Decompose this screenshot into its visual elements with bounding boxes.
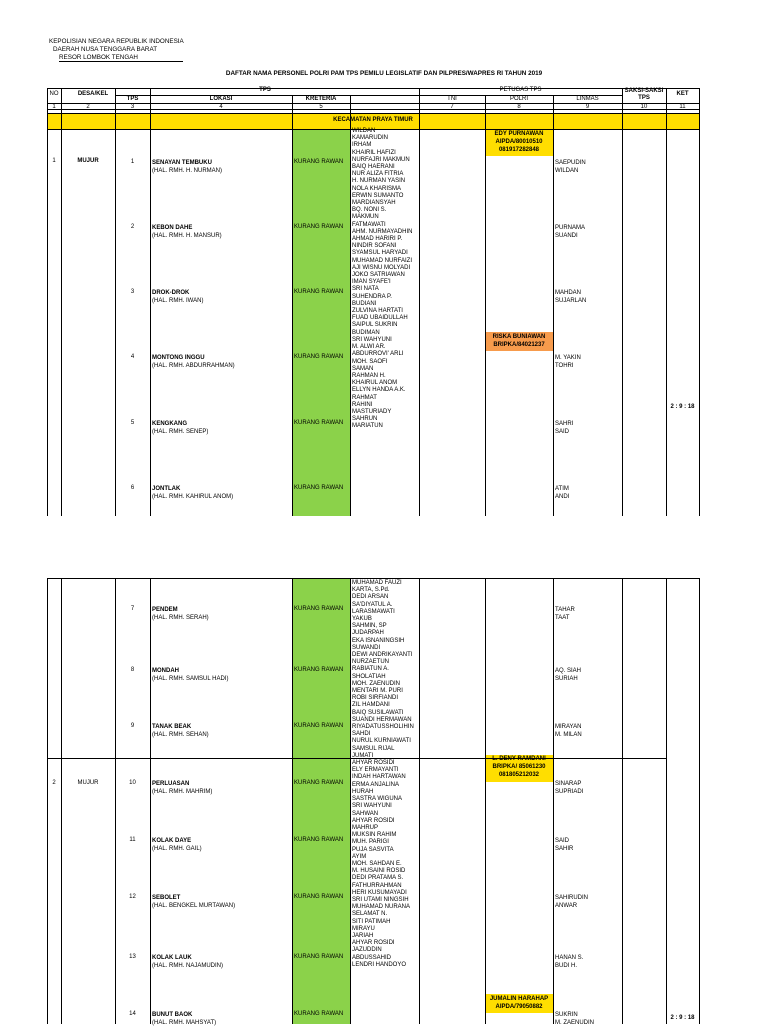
row-tps: 2: [130, 224, 135, 230]
col-header-tps-group: TPS: [259, 87, 271, 93]
linmas-name: M. ZAENUDIN: [555, 1020, 594, 1026]
saksi-name: SELAMAT N.: [352, 911, 388, 918]
row-kreteria: KURANG RAWAN: [294, 485, 344, 491]
saksi-name: MAHRUP: [352, 824, 379, 831]
linmas-name: MIRAYAN: [555, 724, 582, 730]
linmas-name: SUKRIN: [555, 1012, 578, 1018]
polri-phone: 081805212032: [498, 772, 540, 778]
lokasi-name: KOLAK LAUK: [152, 955, 192, 961]
row-desa: MUJUR: [77, 780, 99, 786]
lokasi-address: (HAL. RMH. H. MANSUR): [152, 233, 222, 239]
saksi-name: AJI WISNU MOLYADI: [352, 264, 411, 271]
header-line-3: RESOR LOMBOK TENGAH: [59, 54, 138, 61]
linmas-name: SAHRI: [555, 421, 574, 427]
saksi-name: INDAH HARTAWAN: [352, 774, 406, 781]
saksi-name: MASTURIADY: [352, 408, 392, 415]
lokasi-name: JONTLAK: [152, 486, 181, 492]
polri-id: AIPDA/80010510: [495, 139, 543, 145]
row-lokasi: [152, 606, 209, 622]
saksi-name: MUHAMAD FAUZI: [352, 580, 402, 586]
saksi-name: M. HUSAINI ROSID: [352, 868, 406, 875]
lokasi-address: (HAL. RMH. MAHSYAT): [152, 1020, 217, 1026]
saksi-name: SRI UTAMI NINGSIH: [352, 896, 409, 903]
row-tps: 5: [130, 420, 135, 426]
polri-phone: 081917282848: [498, 147, 540, 153]
row-linmas: [555, 1011, 594, 1027]
saksi-name: JAZUDDIN: [352, 947, 382, 954]
saksi-name: BAIQ SUSILAWATI: [352, 709, 404, 716]
saksi-name: IRHAM: [352, 142, 372, 149]
saksi-name: ROBI SIRFIANDI: [352, 695, 399, 702]
lokasi-name: PERLUASAN: [152, 781, 190, 787]
saksi-name: KAMARUDIN: [352, 135, 389, 142]
lokasi-name: SEBOLET: [152, 895, 181, 901]
col-header-desa: DESA/KEL: [77, 91, 109, 97]
saksi-name: MOH. SAOFI: [352, 358, 388, 365]
row-kreteria: KURANG RAWAN: [294, 289, 344, 295]
col-number: 4: [219, 104, 223, 110]
col-number: 11: [679, 104, 686, 110]
col-header-kreteria: KRETERIA: [305, 96, 337, 102]
saksi-name: LENDRI HANDOYO: [352, 961, 407, 968]
lokasi-address: (HAL. RMH. SERAH): [152, 615, 209, 621]
row-linmas: [555, 159, 586, 175]
saksi-name: MUH. PARIGI: [352, 839, 389, 846]
saksi-name: JUMATI: [352, 752, 374, 759]
col-header-tni: TNI: [447, 96, 457, 102]
saksi-name: SAHWAN: [352, 810, 379, 817]
lokasi-address: (HAL. RMH. H. NURMAN): [152, 168, 222, 174]
saksi-name: ZIL HAMDANI: [352, 702, 390, 709]
saksi-name: MAKMUN: [352, 214, 379, 221]
lokasi-name: BUNUT BAOK: [152, 1012, 193, 1018]
saksi-name: DEWI ANDRIKAYANTI: [352, 652, 413, 659]
saksi-name: IMAN SYAFE'I: [352, 279, 391, 286]
row-kreteria: KURANG RAWAN: [294, 723, 344, 729]
saksi-name: SA'DIYATUL A.: [352, 601, 393, 608]
saksi-name: DEDI ARSAN: [352, 594, 389, 601]
polri-id: BRIPKA/ 85061230: [492, 764, 546, 770]
col-number: 3: [130, 104, 135, 110]
col-header-linmas: LINMAS: [576, 96, 599, 102]
saksi-name: MIRAYU: [352, 925, 375, 932]
row-tps: 1: [130, 159, 135, 165]
table-page-1: [47, 88, 699, 516]
col-header-ket: KET: [676, 91, 689, 97]
lokasi-name: KENGKANG: [152, 421, 188, 427]
saksi-name: FUAD UBAIDULLAH: [352, 315, 408, 322]
saksi-name: AYIM: [352, 853, 367, 860]
header-line-1: KEPOLISIAN NEGARA REPUBLIK INDONESIA: [49, 38, 184, 45]
document-title: DAFTAR NAMA PERSONEL POLRI PAM TPS PEMILU LEGISLATIF DAN PILPRES/WAPRES RI TAHUN 2019: [225, 70, 543, 77]
row-kreteria: KURANG RAWAN: [294, 159, 344, 165]
row-kreteria: KURANG RAWAN: [294, 224, 344, 230]
saksi-name: FATMAWATI: [352, 221, 386, 228]
row-kreteria: KURANG RAWAN: [294, 606, 344, 612]
saksi-name: M. ALWI AR.: [352, 344, 386, 351]
saksi-list: [352, 580, 414, 969]
saksi-name: SASTRA WIGUNA: [352, 796, 403, 803]
saksi-name: YAKUB: [352, 616, 372, 623]
saksi-name: NURFAJRI MAKMUN: [352, 156, 410, 163]
row-lokasi: [152, 780, 212, 796]
saksi-name: MARIATUN: [352, 423, 383, 430]
row-lokasi: [152, 224, 222, 240]
lokasi-address: (HAL. RMH. SEHAN): [152, 732, 209, 738]
kecamatan-label: KECAMATAN PRAYA TIMUR: [333, 117, 413, 123]
linmas-name: ANDI: [555, 494, 570, 500]
lokasi-name: MONDAH: [152, 668, 179, 674]
saksi-name: KHAIRUL ANOM: [352, 380, 398, 387]
row-kreteria: KURANG RAWAN: [294, 954, 344, 960]
lokasi-name: MONTONG INGGU: [152, 355, 205, 361]
row-lokasi: [152, 837, 202, 853]
linmas-name: PURNAMA: [555, 225, 586, 231]
row-kreteria: KURANG RAWAN: [294, 837, 344, 843]
saksi-name: WILDAN: [352, 128, 376, 134]
row-linmas: [555, 420, 573, 436]
saksi-name: ABDUSSAHID: [352, 954, 392, 961]
saksi-name: SAMSUL RIJAL: [352, 745, 395, 752]
polri-id: AIPDA/79050882: [495, 1004, 543, 1010]
linmas-name: WILDAN: [555, 168, 579, 174]
saksi-name: NINDIR SOFANI: [352, 243, 397, 250]
row-kreteria: KURANG RAWAN: [294, 354, 344, 360]
saksi-name: MENTARI M. PURI: [352, 688, 403, 695]
linmas-name: MAHDAN: [555, 290, 582, 296]
saksi-name: LARASMAWATI: [352, 608, 395, 615]
polri-name: RISKA BUNIAWAN: [492, 334, 546, 340]
saksi-name: NOLA KHARISMA: [352, 185, 402, 192]
row-kreteria: KURANG RAWAN: [294, 420, 344, 426]
row-no: 1: [52, 158, 56, 164]
saksi-name: MOH. SAHDAN E.: [352, 860, 402, 867]
row-kreteria: KURANG RAWAN: [294, 780, 344, 786]
saksi-name: SAHDI: [352, 731, 371, 738]
lokasi-name: SENAYAN TEMBUKU: [152, 160, 212, 166]
saksi-name: BAIQ HAERANI: [352, 164, 395, 171]
saksi-name: MUHAMAD NURFAIZI: [352, 257, 412, 264]
saksi-name: SUANDI HERMAWAN: [352, 716, 412, 723]
saksi-name: AHYAR ROSIDI: [352, 760, 395, 767]
saksi-name: NURUL KURNIAWATI: [352, 738, 411, 745]
saksi-name: KARTA, S.Pd.: [352, 587, 390, 594]
row-tps: 9: [130, 723, 135, 729]
saksi-name: RAHMAN H.: [352, 372, 386, 379]
saksi-name: RIYADATUSSHOLIHIN: [352, 724, 414, 731]
lokasi-address: (HAL. RMH. SAMSUL HADI): [152, 676, 229, 682]
row-lokasi: [152, 954, 223, 970]
row-tps: 10: [129, 780, 136, 786]
col-number: 7: [450, 104, 454, 110]
linmas-name: ANWAR: [555, 903, 578, 909]
col-header-no: NO: [49, 91, 59, 97]
saksi-name: EKA ISNANINGSIH: [352, 637, 405, 644]
lokasi-name: DROK-DROK: [152, 290, 190, 296]
linmas-name: M. YAKIN: [555, 355, 581, 361]
polri-name: L. DENY RAMDANI: [492, 756, 546, 762]
ket-value: 2 : 9 : 18: [670, 404, 695, 410]
saksi-name: SRI WAHYUNI: [352, 803, 392, 810]
linmas-name: TOHRI: [555, 363, 574, 369]
saksi-name: MUHAMAD NURANA: [352, 904, 411, 911]
saksi-name: KHAIRIL HAFIZI: [352, 149, 396, 156]
row-linmas: [555, 224, 585, 240]
saksi-name: ZULVINA HARTATI: [352, 308, 403, 315]
lokasi-name: TANAK BEAK: [152, 724, 192, 730]
saksi-name: AHM. NURMAYADHIN: [352, 228, 413, 235]
linmas-name: AQ. SIAH: [555, 668, 582, 674]
row-linmas: [555, 837, 573, 853]
saksi-name: H. NURMAN YASIN: [352, 178, 406, 185]
row-linmas: [555, 289, 586, 305]
col-header-polri: POLRI: [509, 96, 528, 102]
saksi-name: SHOLATIAH: [352, 673, 386, 680]
row-kreteria: KURANG RAWAN: [294, 1011, 344, 1017]
linmas-name: TAHAR: [555, 607, 575, 613]
row-lokasi: [152, 667, 228, 683]
row-desa: MUJUR: [77, 158, 99, 164]
saksi-name: ABDURROVI' ARLI: [352, 351, 404, 358]
kreteria-fill: [292, 129, 350, 516]
saksi-name: SAIPUL SUKRIN: [352, 322, 398, 329]
col-number: 5: [319, 104, 323, 110]
linmas-name: SUANDI: [555, 233, 578, 239]
linmas-name: SURIAH: [555, 676, 578, 682]
lokasi-address: (HAL. RMH. ABDURRAHMAN): [152, 363, 235, 369]
lokasi-address: (HAL. RMH. IWAN): [152, 298, 204, 304]
saksi-name: RAHINI: [352, 401, 373, 408]
row-lokasi: [152, 1011, 216, 1027]
row-tps: 8: [130, 667, 135, 673]
saksi-name: SYAMSUL HARYADI: [352, 250, 408, 257]
polri-officer: [485, 130, 553, 154]
linmas-name: BUDI H.: [555, 963, 578, 969]
linmas-name: SAHIR: [555, 846, 574, 852]
saksi-name: BUDIMAN: [352, 329, 380, 336]
saksi-name: JARIAH: [352, 932, 374, 939]
row-kreteria: KURANG RAWAN: [294, 667, 344, 673]
linmas-name: HANAN S.: [555, 955, 584, 961]
col-number: 10: [640, 104, 648, 110]
linmas-name: SINARAP: [555, 781, 582, 787]
saksi-name: SUWANDI: [352, 644, 381, 651]
lokasi-address: (HAL. RMH. NAJAMUDIN): [152, 963, 224, 969]
linmas-name: SAID: [555, 429, 570, 435]
saksi-name: MUKSIN RAHIM: [352, 832, 397, 839]
saksi-name: AHYAR ROSIDI: [352, 940, 395, 947]
lokasi-address: (HAL. BENGKEL MURTAWAN): [152, 903, 236, 909]
header-block: [49, 38, 184, 62]
saksi-name: SAMAN: [352, 365, 374, 372]
row-linmas: [555, 354, 581, 370]
row-lokasi: [152, 420, 208, 436]
saksi-name: SRI WAHYUNI: [352, 336, 392, 343]
linmas-name: ATIM: [555, 486, 569, 492]
row-lokasi: [152, 485, 233, 501]
linmas-name: TAAT: [555, 615, 570, 621]
lokasi-name: PENDEM: [152, 607, 178, 613]
saksi-name: JUDARPAH: [352, 630, 384, 637]
row-linmas: [555, 723, 582, 739]
saksi-name: HURAH: [352, 788, 374, 795]
saksi-name: HERI KUSUMAYADI: [352, 889, 407, 896]
col-header-lokasi: LOKASI: [209, 96, 233, 102]
row-lokasi: [152, 289, 203, 305]
row-tps: 7: [130, 606, 135, 612]
saksi-name: RAHMAT: [352, 394, 377, 401]
polri-name: JUMALIN HARAHAP: [489, 996, 549, 1002]
linmas-name: SAHIRUDIN: [555, 895, 589, 901]
linmas-name: SAEPUDIN: [555, 160, 586, 166]
lokasi-address: (HAL. RMH. MAHRIM): [152, 789, 213, 795]
saksi-name: ERMA ANJALINA: [352, 781, 400, 788]
saksi-name: SAHMIN, SP: [352, 623, 387, 630]
saksi-name: BQ. NONI S.: [352, 207, 387, 214]
row-tps: 12: [129, 894, 136, 900]
col-header-saksi: SAKSI-SAKSI TPS: [624, 88, 664, 101]
row-no: 2: [52, 780, 56, 786]
saksi-name: RABIATUN A.: [352, 666, 389, 673]
row-linmas: [555, 894, 588, 910]
row-lokasi: [152, 159, 222, 175]
ket-value: 2 : 9 : 18: [670, 1015, 695, 1021]
saksi-name: BUDIANI: [352, 300, 377, 307]
saksi-name: NUR ALIZA FITRIA: [352, 171, 404, 178]
saksi-name: SRI NATA: [352, 286, 379, 293]
saksi-name: ELY ERMAYANTI: [352, 767, 399, 774]
saksi-name: MOH. ZAENUDIN: [352, 680, 400, 687]
saksi-name: FATHURRAHMAN: [352, 882, 402, 889]
row-linmas: [555, 667, 581, 683]
row-linmas: [555, 954, 583, 970]
saksi-name: AHYAR ROSIDI: [352, 817, 395, 824]
saksi-name: PUJA SASVITA: [352, 846, 394, 853]
row-tps: 11: [129, 837, 136, 843]
saksi-name: AHMAD HARIRI P.: [352, 236, 403, 243]
row-lokasi: [152, 894, 235, 910]
row-linmas: [555, 485, 569, 501]
saksi-name: JOKO SATRIAWAN: [352, 272, 405, 279]
row-linmas: [555, 780, 583, 796]
lokasi-name: KEBON DAHE: [152, 225, 193, 231]
saksi-name: MARDIANSYAH: [352, 200, 396, 207]
linmas-name: SUPRIADI: [555, 789, 584, 795]
row-lokasi: [152, 354, 235, 370]
polri-id: BRIPKA/84021237: [493, 342, 545, 348]
polri-officer: [485, 333, 553, 349]
row-lokasi: [152, 723, 209, 739]
lokasi-address: (HAL. RMH. GAIL): [152, 846, 202, 852]
header-underline: [59, 61, 183, 62]
saksi-name: SUHENDRA P.: [352, 293, 392, 300]
table-page-2: [47, 578, 699, 1024]
linmas-name: M. MILAN: [555, 732, 582, 738]
col-header-petugas: PETUGAS TPS: [499, 87, 542, 93]
linmas-name: SAID: [555, 838, 570, 844]
row-tps: 3: [130, 289, 135, 295]
polri-officer: [485, 995, 553, 1011]
saksi-name: ERWIN SUMANTO: [352, 192, 404, 199]
lokasi-name: KOLAK DAYE: [152, 838, 192, 844]
saksi-list: [352, 128, 412, 431]
saksi-name: SAHRUN: [352, 416, 378, 423]
col-header-tps: TPS: [126, 96, 139, 102]
lokasi-address: (HAL. RMH. KAHIRUL ANOM): [152, 494, 234, 500]
lokasi-address: (HAL. RMH. SENEP): [152, 429, 209, 435]
saksi-name: DEDI PRATAMA S.: [352, 875, 404, 882]
polri-name: EDY PURNAWAN: [494, 131, 544, 137]
row-tps: 13: [129, 954, 136, 960]
saksi-name: ELLYN HANDA A.K.: [352, 387, 406, 394]
saksi-name: NURZAETUN: [352, 659, 389, 666]
row-linmas: [555, 606, 575, 622]
header-line-2: DAERAH NUSA TENGGARA BARAT: [53, 46, 158, 53]
linmas-name: SUJARLAN: [555, 298, 587, 304]
row-kreteria: KURANG RAWAN: [294, 894, 344, 900]
saksi-name: SITI PATIMAH: [352, 918, 391, 925]
row-tps: 4: [130, 354, 135, 360]
row-tps: 6: [130, 485, 135, 491]
col-number: 8: [517, 104, 521, 110]
col-number: 2: [86, 104, 90, 110]
col-number: 9: [585, 104, 590, 110]
col-number: 1: [52, 104, 56, 110]
row-tps: 14: [129, 1011, 136, 1017]
